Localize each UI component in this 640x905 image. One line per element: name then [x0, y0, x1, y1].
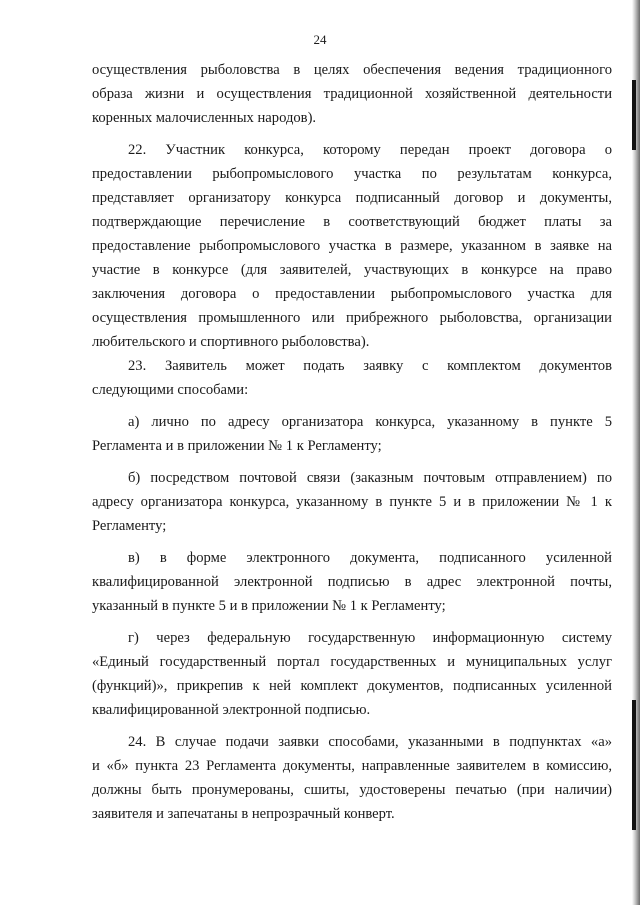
text-line: и «б» пункта 23 Регламента документы, направленные заявителем в комиссию,	[92, 758, 612, 774]
text-line: квалифицированной электронной подписью.	[92, 702, 371, 718]
text-line: (функций)», прикрепив к ней комплект документов, подписанных усиленной	[92, 678, 612, 694]
text-line: коренных малочисленных народов).	[92, 110, 317, 126]
text-line: образа жизни и осуществления традиционной хозяйственной деятельности	[92, 86, 612, 102]
text-line: участие в конкурсе (для заявителей, участвующих в конкурсе на право	[92, 262, 612, 278]
text-line: предоставление рыбопромыслового участка в размере, указанном в заявке на	[92, 238, 612, 254]
text-line: любительского и спортивного рыболовства).	[92, 334, 370, 350]
text-line: указанный в пункте 5 и в приложении № 1 к Регламенту;	[92, 598, 446, 614]
text-line: осуществления рыболовства в целях обеспечения ведения традиционного	[92, 62, 612, 78]
text-line: осуществления промышленного или прибрежного рыболовства, организации	[92, 310, 612, 326]
page-number: 24	[313, 32, 327, 47]
paragraph-22-first-line: 22. Участник конкурса, которому передан проект договора о	[128, 142, 612, 158]
paragraph-24-first-line: 24. В случае подачи заявки способами, указанными в подпунктах «а»	[128, 734, 612, 750]
text-line: адресу организатора конкурса, указанному в пункте 5 и в приложении № 1 к	[92, 494, 612, 510]
item-g-first-line: г) через федеральную государственную информационную систему	[128, 630, 612, 646]
text-line: заявителя и запечатаны в непрозрачный конверт.	[92, 806, 395, 822]
text-line: Регламенту;	[92, 518, 167, 534]
scan-edge-mark	[632, 700, 636, 830]
text-line: квалифицированной электронной подписью в адрес электронной почты,	[92, 574, 612, 590]
text-line: должны быть пронумерованы, сшиты, удостоверены печатью (при наличии)	[92, 782, 612, 798]
text-line: заключения договора о предоставлении рыбопромыслового участка для	[92, 286, 612, 302]
text-line: представляет организатору конкурса подписанный договор и документы,	[92, 190, 612, 206]
text-line: Регламента и в приложении № 1 к Регламенту;	[92, 438, 382, 454]
text-line: следующими способами:	[92, 382, 249, 398]
text-line: «Единый государственный портал государственных и муниципальных услуг	[92, 654, 612, 670]
paragraph-23-first-line: 23. Заявитель может подать заявку с комплектом документов	[128, 358, 612, 374]
text-line: предоставлении рыбопромыслового участка по результатам конкурса,	[92, 166, 612, 182]
item-v-first-line: в) в форме электронного документа, подписанного усиленной	[128, 550, 612, 566]
text-line: подтверждающие перечисление в соответствующий бюджет платы за	[92, 214, 612, 230]
item-b-first-line: б) посредством почтовой связи (заказным почтовым отправлением) по	[128, 470, 612, 486]
scan-edge-mark	[632, 80, 636, 150]
item-a-first-line: а) лично по адресу организатора конкурса, указанному в пункте 5	[128, 414, 612, 430]
